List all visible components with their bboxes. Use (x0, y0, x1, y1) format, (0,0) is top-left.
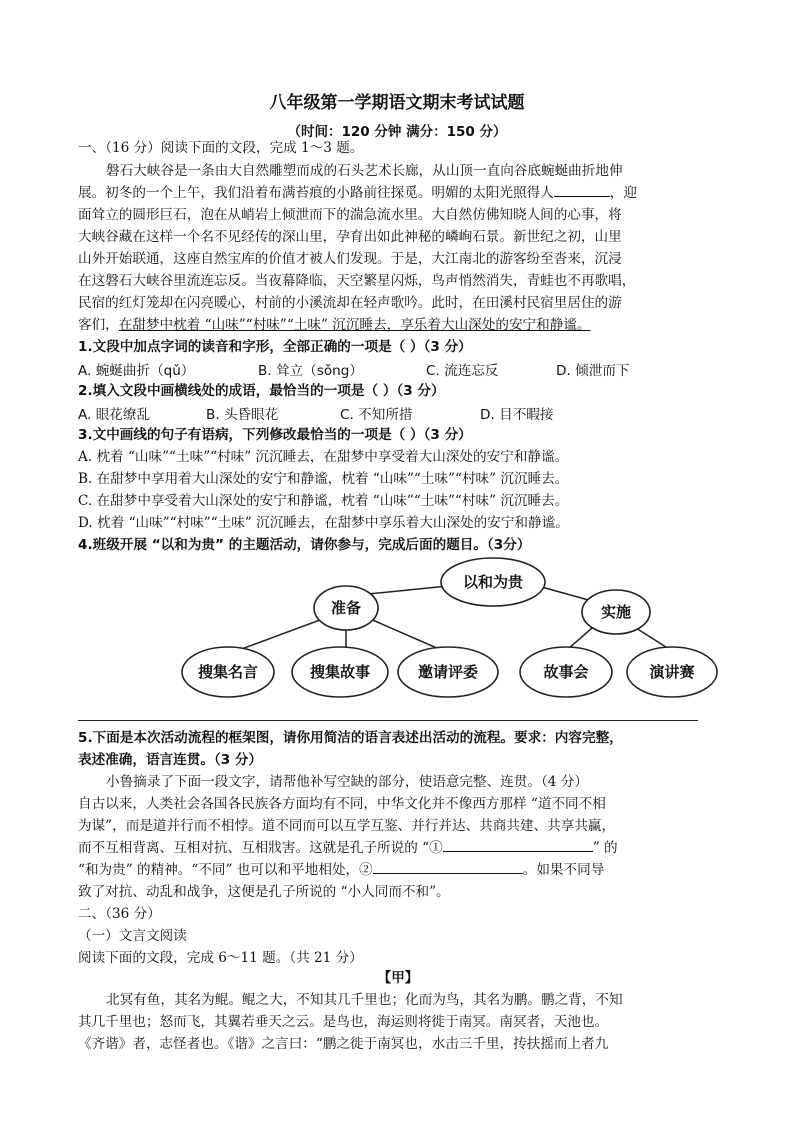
passage-text: 。如果不同导 (522, 862, 605, 878)
answer-line (78, 720, 698, 721)
passage-text: 客们， (78, 317, 119, 333)
fill-blank-1 (443, 839, 593, 852)
passage-text: 展。初冬的一个上午，我们沿着布满苔痕的小路前往探觅。明媚的太阳光照得人 (78, 185, 554, 201)
q5-passage-line: 致了对抗、动乱和战争，这便是孔子所说的 “小人同而不和”。 (78, 884, 450, 900)
underlined-sentence: 在甜梦中枕着 “山味”“村味”“土味” 沉沉睡去，享乐着大山深处的安宁和静谧。 (118, 317, 591, 333)
speech-contest-label: 演讲赛 (649, 663, 695, 681)
q1-option-d: D. 倾泄而下 (556, 363, 630, 379)
q1-option-a: A. 蜿蜒曲折（qǔ） (78, 363, 195, 379)
q5-intro: 小鲁摘录了下面一段文字，请帮他补写空缺的部分，使语意完整、连贯。（4 分） (106, 774, 588, 790)
collect-stories-label: 搜集故事 (309, 663, 371, 681)
q1-option-c: C. 流连忘反 (426, 363, 499, 379)
passage-line: 面耸立的圆形巨石，泡在从峭岩上倾泄而下的湍急流水里。大自然仿佛知晓人间的心事，将 (78, 207, 622, 223)
fill-blank-2 (373, 861, 523, 874)
section-1-heading: 一、（16 分）阅读下面的文段，完成 1～3 题。 (78, 140, 364, 156)
q5-passage-line: 为谋”，而是道并行而不相悖。道不同而可以互学互鉴、并行并达、共商共建、共享共赢， (78, 818, 616, 834)
passage-line (78, 183, 718, 203)
section-2-heading: 二、（36 分） (78, 906, 161, 922)
q2-option-b: B. 头昏眼花 (206, 407, 279, 423)
text-jia-label: 【甲】 (377, 970, 419, 986)
q5-passage-line (78, 860, 718, 880)
question-2-stem: 2.填入文段中画横线处的成语，最恰当的一项是（ ）（3 分） (78, 383, 445, 399)
passage-line: 磐石大峡谷是一条由大自然雕塑而成的石头艺术长廊，从山顶一直向谷底蜿蜒曲折地伸 (106, 163, 623, 179)
section-2-intro: 阅读下面的文段，完成 6～11 题。（共 21 分） (78, 950, 363, 966)
passage-text: ，迎 (609, 185, 637, 201)
question-5-line1: 5.下面是本次活动流程的框架图，请你用简洁的语言表述出活动的流程。要求：内容完整， (78, 730, 623, 746)
q2-option-c: C. 不知所措 (340, 407, 413, 423)
activity-flow-diagram (180, 556, 720, 706)
q2-option-a: A. 眼花缭乱 (78, 407, 151, 423)
passage-line: 民宿的红灯笼却在闪亮暖心，村前的小溪流却在轻声歌吟。此时，在田溪村民宿里居住的游 (78, 295, 622, 311)
q3-option-d: D. 枕着 “山味”“村味”“土味” 沉沉睡去，在甜梦中享乐着大山深处的安宁和静谧。 (78, 515, 569, 531)
question-3-stem: 3.文中画线的句子有语病，下列修改最恰当的一项是（ ）（3 分） (78, 427, 472, 443)
root-label: 以和为贵 (462, 573, 524, 591)
question-4-stem: 4.班级开展 “以和为贵” 的主题活动，请你参与，完成后面的题目。（3分） (78, 537, 531, 553)
fill-blank (554, 184, 610, 197)
passage-line: 在这磐石大峡谷里流连忘反。当夜幕降临，天空繁星闪烁，鸟声悄然消失，青蛙也不再歌唱， (78, 273, 636, 289)
prepare-label: 准备 (330, 599, 362, 617)
passage-line (78, 315, 718, 335)
question-1-stem: 1.文段中加点字词的读音和字形，全部正确的一项是（ ）（3 分） (78, 339, 472, 355)
story-meeting-label: 故事会 (543, 663, 589, 681)
q5-passage-line (78, 838, 718, 858)
connector-line (368, 618, 446, 652)
passage-line: 大峡谷藏在这样一个名不见经传的深山里，孕育出如此神秘的嶙峋石景。新世纪之初，山里 (78, 229, 622, 245)
question-5-line2: 表述准确，语言连贯。（3 分） (78, 752, 263, 768)
passage-line: 山外开始联通，这座自然宝库的价值才被人们发现。于是，大江南北的游客纷至沓来，沉浸 (78, 251, 622, 267)
collect-quotes-label: 搜集名言 (197, 663, 259, 681)
implement-label: 实施 (600, 603, 632, 621)
q1-option-b: B. 耸立（sǒng） (258, 363, 363, 379)
section-2-subheading: （一）文言文阅读 (78, 928, 187, 944)
classical-text-line: 其几千里也；怒而飞，其翼若垂天之云。是鸟也，海运则将徙于南冥。南冥者，天池也。 (78, 1014, 609, 1030)
invite-judges-label: 邀请评委 (417, 663, 479, 681)
q3-option-c: C. 在甜梦中享受着大山深处的安宁和静谧，枕着 “山味”“土味”“村味” 沉沉睡去。 (78, 493, 569, 509)
classical-text-line: 《齐谐》者，志怪者也。《谐》之言曰：“鹏之徙于南冥也，水击三千里，抟扶摇而上者九 (78, 1036, 609, 1052)
passage-text: 而不互相背离、互相对抗、互相戕害。这就是孔子所说的 “① (78, 840, 443, 856)
exam-time-score: （时间：120 分钟 满分：150 分） (287, 124, 507, 140)
page-title: 八年级第一学期语文期末考试试题 (269, 93, 525, 113)
q2-option-d: D. 目不暇接 (480, 407, 554, 423)
classical-text-line: 北冥有鱼，其名为鲲。鲲之大，不知其几千里也；化而为鸟，其名为鹏。鹏之背，不知 (106, 992, 623, 1008)
q3-option-a: A. 枕着 “山味”“土味”“村味” 沉沉睡去，在甜梦中享受着大山深处的安宁和静谧。 (78, 449, 569, 465)
connector-line (368, 586, 448, 594)
q3-option-b: B. 在甜梦中享用着大山深处的安宁和静谧，枕着 “山味”“土味”“村味” 沉沉睡去。 (78, 471, 569, 487)
passage-text: ” 的 (592, 840, 618, 856)
q5-passage-line: 自古以来，人类社会各国各民族各方面均有不同，中华文化并不像西方那样 “道不同不相 (78, 796, 606, 812)
passage-text: “和为贵” 的精神。“不同” 也可以和平地相处，② (78, 862, 373, 878)
